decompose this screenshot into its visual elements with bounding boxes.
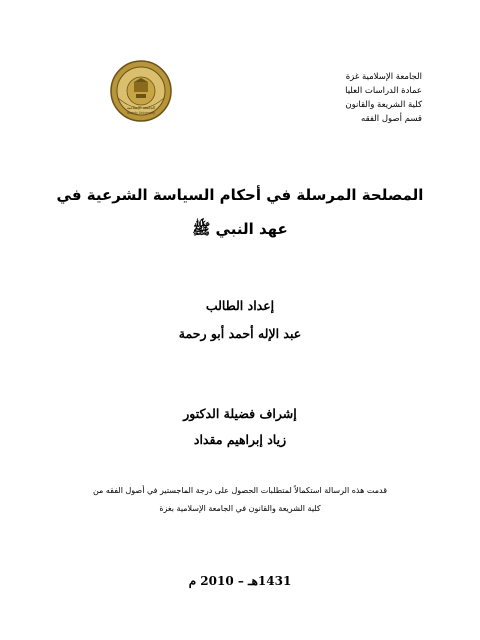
submission-note-line-2: كلية الشريعة والقانون في الجامعة الإسلامية بغزة xyxy=(159,504,321,513)
university-seal-icon xyxy=(110,60,172,122)
seal-english-text: Islamic University xyxy=(126,111,156,115)
student-name: عبد الإله أحمد أبو رحمة xyxy=(178,326,302,341)
thesis-title-line-2: عهد النبي ﷺ xyxy=(192,220,288,238)
institution-header xyxy=(222,70,422,126)
submission-date: 1431هـ – 2010 م xyxy=(188,574,292,588)
preparation-label: إعداد الطالب xyxy=(205,298,275,313)
supervision-label: إشراف فضيلة الدكتور xyxy=(183,406,297,421)
university-name: الجامعة الإسلامية غزة xyxy=(345,72,422,82)
submission-note-line-1: قدمت هذه الرسالة استكمالاً لمتطلبات الحصول على درجة الماجستير في أصول الفقه من xyxy=(92,486,388,495)
thesis-title-line-1: المصلحة المرسلة في أحكام السياسة الشرعية في xyxy=(56,186,424,204)
department-name: قسم أصول الفقه xyxy=(361,114,422,124)
supervisor-name: زياد إبراهيم مقداد xyxy=(193,432,287,447)
seal-arabic-text: الجامعة الإسلامية xyxy=(126,105,156,110)
deanship-name: عمادة الدراسات العليا xyxy=(345,86,422,96)
faculty-name: كلية الشريعة والقانون xyxy=(345,100,422,110)
